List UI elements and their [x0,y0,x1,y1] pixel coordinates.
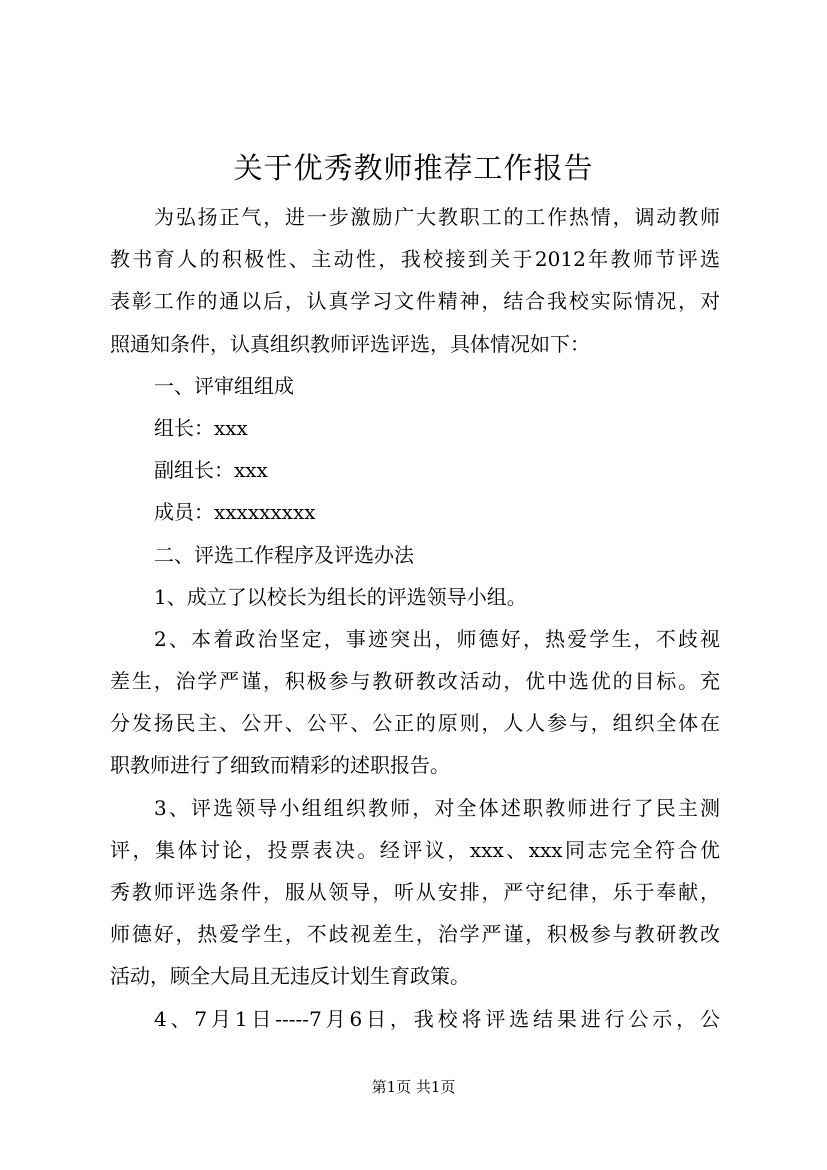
paragraph-line: 3、评选领导小组组织教师，对全体述职教师进行了民主测 [154,795,720,820]
paragraph-line: 评，集体讨论，投票表决。经评议，xxx、xxx同志完全符合优 [110,837,720,862]
section-heading: 一、评审组组成 [154,373,294,398]
paragraph-line: 教书育人的积极性、主动性，我校接到关于2012年教师节评选 [110,247,720,272]
paragraph-line: 职教师进行了细致而精彩的述职报告。 [110,753,450,778]
paragraph-line: 差生，治学严谨，积极参与教研教改活动，优中选优的目标。充 [110,669,720,694]
document-title: 关于优秀教师推荐工作报告 [233,151,594,185]
paragraph-line: 秀教师评选条件，服从领导，听从安排，严守纪律，乐于奉献， [110,880,720,904]
list-item: 副组长：xxx [154,458,268,483]
paragraph-line: 为弘扬正气，进一步激励广大教职工的工作热情，调动教师 [154,205,720,229]
page-footer: 第1页 共1页 [371,1078,456,1096]
document-body [110,196,720,1040]
paragraph-line: 4、7月1日-----7月6日，我校将评选结果进行公示，公 [154,1006,720,1031]
paragraph-line: 师德好，热爱学生，不歧视差生，治学严谨，积极参与教研教改 [110,922,720,947]
paragraph-line: 2、本着政治坚定，事迹突出，师德好，热爱学生，不歧视 [154,626,720,651]
list-item: 成员：xxxxxxxxx [154,500,316,525]
paragraph-line: 活动，顾全大局且无违反计划生育政策。 [110,964,470,989]
paragraph-line: 表彰工作的通以后，认真学习文件精神，结合我校实际情况，对 [110,289,720,314]
paragraph-line: 分发扬民主、公开、公平、公正的原则，人人参与，组织全体在 [110,711,720,736]
paragraph-line: 照通知条件，认真组织教师评选评选，具体情况如下： [110,331,590,356]
list-item: 组长：xxx [154,415,248,440]
paragraph-line: 1、成立了以校长为组长的评选领导小组。 [154,584,527,609]
section-heading: 二、评选工作程序及评选办法 [154,542,414,567]
